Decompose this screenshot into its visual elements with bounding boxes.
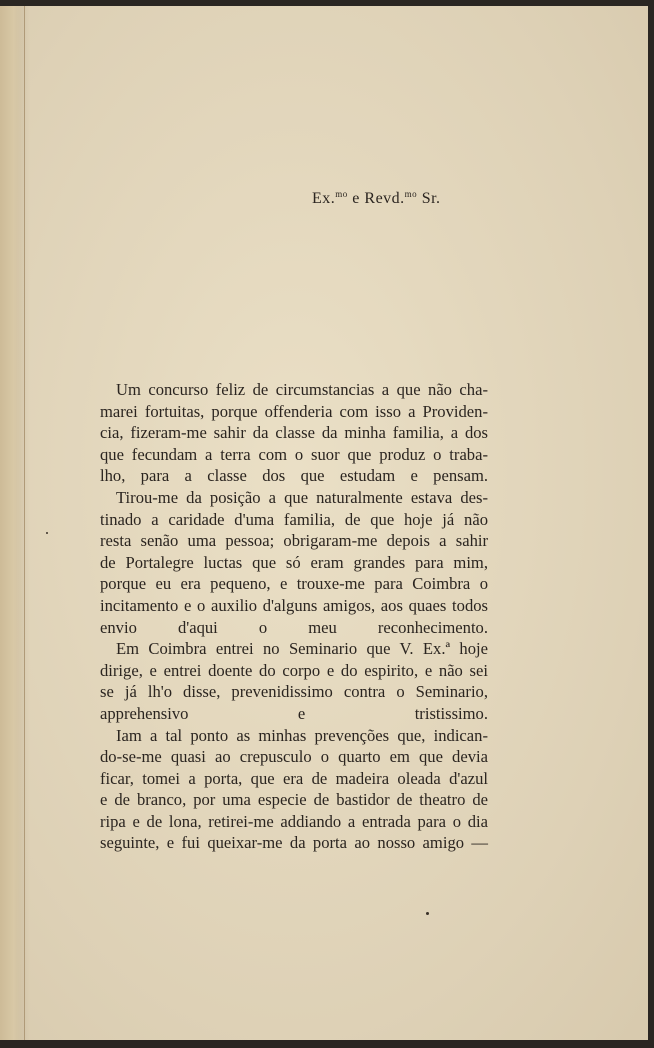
text-line: resta senão uma pessoa; obrigaram-me depois a sahir — [100, 531, 488, 551]
text-line: do-se-me quasi ao crepusculo o quarto em que devia — [100, 747, 488, 767]
text-line: dirige, e entrei doente do corpo e do espirito, e não sei — [100, 660, 488, 680]
text-line: apprehensivo e tristissimo. — [100, 703, 488, 723]
salutation — [312, 189, 441, 208]
paragraph-1 — [100, 379, 488, 487]
body-text — [100, 379, 488, 854]
text-line: Em Coimbra entrei no Seminario que V. Ex.ª hoje — [116, 639, 488, 659]
scan-right-edge — [648, 0, 654, 1048]
text-line: marei fortuitas, porque offenderia com isso a Providen- — [100, 401, 488, 421]
salutation-part: Sr. — [417, 190, 441, 207]
scan-bottom-edge — [0, 1040, 654, 1048]
paragraph-3 — [100, 638, 488, 724]
salutation-superscript: mo — [335, 189, 348, 199]
ink-speck — [46, 532, 48, 534]
text-line: incitamento e o auxilio d'alguns amigos, aos quaes todos — [100, 595, 488, 615]
paragraph-2 — [100, 487, 488, 638]
text-line: se já lh'o disse, prevenidissimo contra o Seminario, — [100, 682, 488, 702]
text-line: Iam a tal ponto as minhas prevenções que, indican- — [116, 725, 488, 745]
text-line: ficar, tomei a porta, que era de madeira oleada d'azul — [100, 768, 488, 788]
text-line: lho, para a classe dos que estudam e pensam. — [100, 466, 488, 486]
ink-speck — [426, 912, 429, 915]
scan-top-edge — [0, 0, 654, 6]
salutation-part: e Revd. — [347, 190, 405, 207]
page-gutter — [0, 0, 25, 1048]
text-line: que fecundam a terra com o suor que produz o traba- — [100, 444, 488, 464]
text-line: porque eu era pequeno, e trouxe-me para Coimbra o — [100, 574, 488, 594]
text-line: tinado a caridade d'uma familia, de que hoje já não — [100, 509, 488, 529]
text-line: seguinte, e fui queixar-me da porta ao nosso amigo — — [100, 833, 488, 853]
text-line: Um concurso feliz de circumstancias a que não cha- — [116, 380, 488, 399]
text-line: ripa e de lona, retirei-me addiando a entrada para o dia — [100, 811, 488, 831]
text-line: e de branco, por uma especie de bastidor de theatro de — [100, 790, 488, 810]
salutation-part: Ex. — [312, 190, 336, 207]
text-line: cia, fizeram-me sahir da classe da minha familia, a dos — [100, 423, 488, 443]
text-line: Tirou-me da posição a que naturalmente estava des- — [116, 487, 488, 507]
text-line: de Portalegre luctas que só eram grandes para mim, — [100, 552, 488, 572]
paragraph-4 — [100, 725, 488, 855]
text-line: envio d'aqui o meu reconhecimento. — [100, 617, 488, 637]
salutation-superscript: mo — [404, 189, 418, 199]
